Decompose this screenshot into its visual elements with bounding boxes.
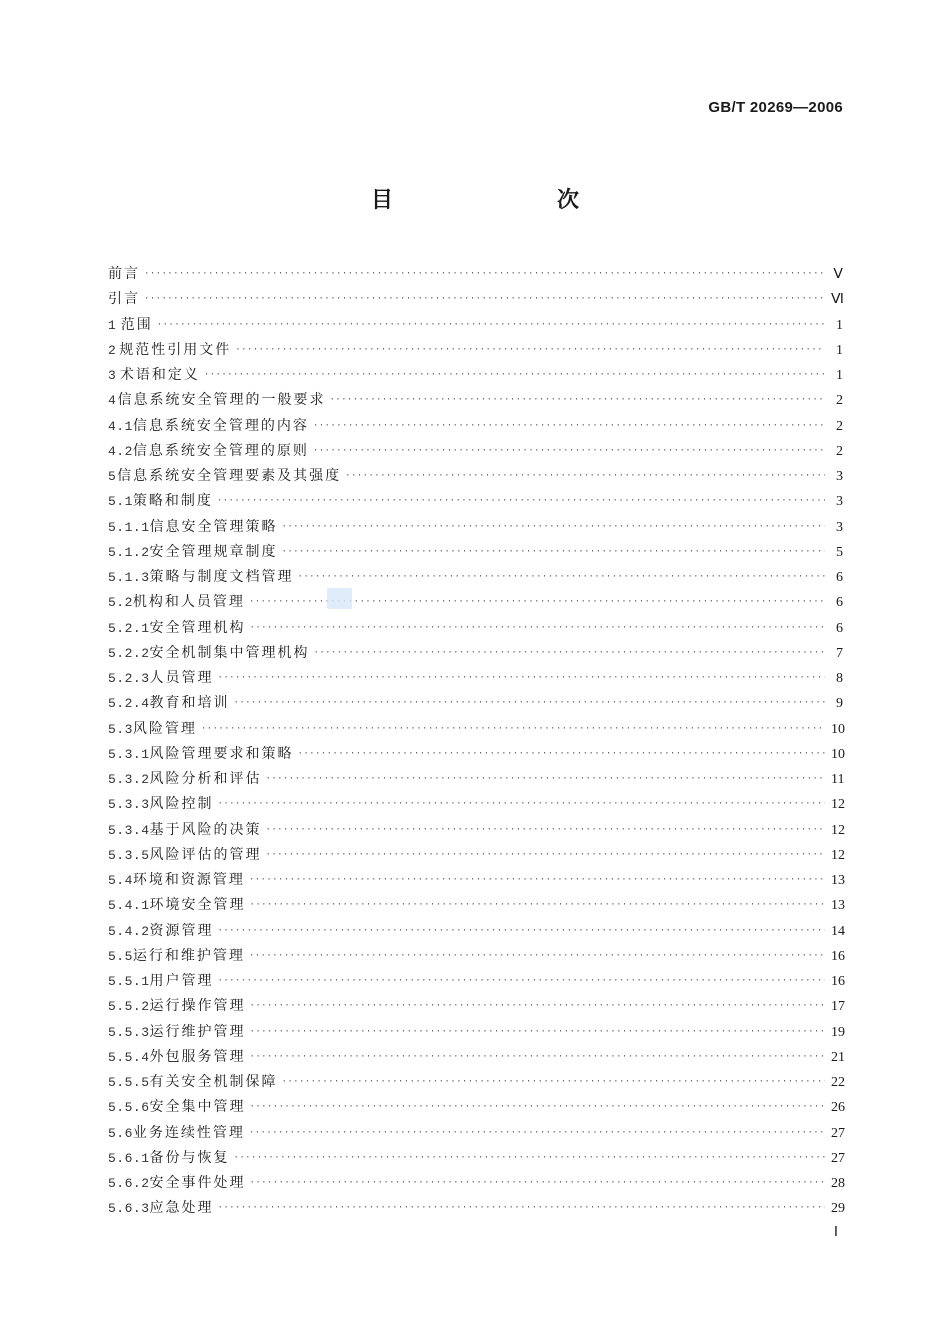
toc-entry-page: 1 [836,342,843,358]
toc-entry-number: 1 [108,317,117,333]
toc-entry-number: 2 [108,342,117,358]
toc-entry-page: 14 [831,923,845,939]
toc-dot-leader [249,944,825,969]
toc-entry-number: 5.3.5 [108,847,150,863]
toc-entry[interactable] [108,515,843,540]
toc-entry-label: 策略与制度文档管理 [149,569,294,586]
toc-entry[interactable] [108,893,843,918]
toc-entry-number: 5.1.1 [108,519,150,535]
toc-dot-leader [250,1045,825,1070]
toc-entry-page: 26 [831,1100,845,1116]
toc-entry-number: 3 [108,368,117,384]
toc-entry-number: 5.2.2 [108,645,150,661]
toc-dot-leader [266,843,825,868]
toc-entry[interactable] [108,439,843,464]
toc-entry-label: 安全集中管理 [149,1099,246,1116]
toc-entry[interactable] [108,1196,843,1221]
toc-entry[interactable] [108,489,843,514]
toc-entry[interactable] [108,1146,843,1171]
toc-dot-leader [282,1070,825,1095]
toc-dot-leader [218,1196,825,1221]
toc-entry-page: 6 [836,595,843,611]
toc-entry-page: 3 [836,494,843,510]
toc-entry[interactable] [108,767,843,792]
toc-entry[interactable] [108,1020,843,1045]
toc-dot-leader [266,767,825,792]
toc-entry-number: 5.4.1 [108,898,150,914]
toc-entry[interactable] [108,691,843,716]
toc-entry[interactable] [108,717,843,742]
toc-entry-number: 5.5.5 [108,1075,150,1091]
toc-entry-number: 5.5 [108,948,133,964]
toc-entry-number: 5.3.3 [108,797,150,813]
toc-entry-page: 10 [831,746,845,762]
toc-dot-leader [234,691,825,716]
toc-entry[interactable] [108,969,843,994]
toc-entry-number: 4 [108,393,117,409]
toc-entry-number: 5.1.2 [108,544,150,560]
toc-entry-label: 备份与恢复 [149,1149,230,1166]
toc-entry-label: 应急处理 [149,1200,214,1217]
toc-entry[interactable] [108,363,843,388]
toc-dot-leader [218,792,825,817]
toc-dot-leader [298,565,825,590]
toc-entry[interactable] [108,388,843,413]
toc-dot-leader [217,489,825,514]
toc-entry-page: 28 [831,1176,845,1192]
toc-dot-leader [313,414,825,439]
toc-entry-label: 资源管理 [149,922,214,939]
toc-entry-label: 安全事件处理 [149,1175,246,1192]
toc-entry-number: 5.5.4 [108,1049,150,1065]
toc-entry-number: 5.5.2 [108,999,150,1015]
toc-entry-label: 前言 [108,266,140,283]
toc-entry-label: 术语和定义 [119,367,200,384]
toc-dot-leader [282,540,825,565]
toc-entry[interactable] [108,843,843,868]
toc-entry[interactable] [108,944,843,969]
toc-entry-number: 5.6.3 [108,1201,150,1217]
toc-entry-label: 基于风险的决策 [149,821,262,838]
toc-entry[interactable] [108,1121,843,1146]
toc-entry-page: 12 [831,822,845,838]
toc-entry-number: 5.2.1 [108,620,150,636]
toc-entry-number: 5.6.2 [108,1176,150,1192]
toc-dot-leader [250,1020,825,1045]
toc-entry-label: 引言 [108,291,140,308]
toc-dot-leader [144,287,825,312]
toc-entry-number: 5.1.3 [108,570,150,586]
toc-entry-page: 29 [831,1201,845,1217]
toc-entry-number: 5.4.2 [108,923,150,939]
toc-entry-label: 信息系统安全管理的内容 [132,417,309,434]
toc-entry-number: 5.5.6 [108,1100,150,1116]
toc-entry-number: 5.6 [108,1125,133,1141]
toc-entry-number: 5.6.1 [108,1150,150,1166]
watermark-mark [327,588,352,609]
toc-entry[interactable] [108,313,843,338]
toc-entry[interactable] [108,818,843,843]
toc-entry-label: 风险评估的管理 [149,846,262,863]
toc-entry-label: 人员管理 [149,670,214,687]
table-of-contents [108,262,843,1222]
toc-entry-page: 2 [836,443,843,459]
toc-entry[interactable] [108,464,843,489]
toc-entry-label: 信息安全管理策略 [149,518,278,535]
toc-dot-leader [250,1095,825,1120]
toc-entry-page: 2 [836,418,843,434]
toc-entry-label: 运行维护管理 [149,1023,246,1040]
toc-entry-page: 5 [836,544,843,560]
toc-entry-number: 5.3 [108,721,133,737]
toc-entry-page: 17 [831,999,845,1015]
toc-dot-leader [249,868,825,893]
toc-entry-label: 业务连续性管理 [132,1124,245,1141]
toc-entry[interactable] [108,1171,843,1196]
toc-entry[interactable] [108,742,843,767]
toc-entry-page: 2 [836,393,843,409]
toc-entry[interactable] [108,540,843,565]
toc-dot-leader [144,262,825,287]
toc-entry-label: 风险分析和评估 [149,771,262,788]
toc-dot-leader [266,818,825,843]
toc-dot-leader [313,439,825,464]
toc-dot-leader [218,919,825,944]
toc-dot-leader [329,388,825,413]
toc-entry-label: 风险控制 [149,796,214,813]
toc-entry[interactable] [108,414,843,439]
toc-entry-label: 风险管理 [132,720,197,737]
toc-entry-number: 5.4 [108,873,133,889]
toc-entry[interactable] [108,590,843,615]
toc-entry-page: 3 [836,519,843,535]
toc-entry-label: 范围 [120,316,153,333]
toc-dot-leader [345,464,825,489]
toc-entry-page: 6 [836,570,843,586]
toc-entry[interactable] [108,641,843,666]
toc-entry[interactable] [108,868,843,893]
toc-entry-page: 12 [831,797,845,813]
toc-entry[interactable] [108,919,843,944]
toc-dot-leader [298,742,825,767]
toc-entry[interactable] [108,666,843,691]
toc-entry-page: 27 [831,1150,845,1166]
toc-entry-page: 16 [831,948,845,964]
toc-entry[interactable] [108,792,843,817]
toc-entry-number: 5.2.3 [108,671,150,687]
toc-dot-leader [250,1171,825,1196]
toc-entry-page: 13 [831,898,845,914]
toc-entry-label: 环境和资源管理 [132,872,245,889]
page-folio: Ⅰ [833,1225,838,1240]
toc-entry-label: 安全管理规章制度 [149,543,278,560]
toc-entry-page: 3 [836,469,843,485]
toc-entry-page: 1 [836,368,843,384]
toc-entry[interactable] [108,994,843,1019]
toc-entry[interactable] [108,338,843,363]
toc-entry-label: 教育和培训 [149,695,230,712]
toc-entry-label: 信息系统安全管理的一般要求 [117,392,326,409]
toc-entry-label: 有关安全机制保障 [149,1074,278,1091]
toc-entry-number: 5.5.3 [108,1024,150,1040]
toc-entry-number: 5.5.1 [108,974,150,990]
toc-entry-page: 8 [836,671,843,687]
toc-entry-number: 5 [108,469,117,485]
toc-entry[interactable] [108,1070,843,1095]
toc-entry-page: 21 [831,1049,845,1065]
toc-dot-leader [157,313,825,338]
toc-entry[interactable] [108,616,843,641]
toc-entry-label: 风险管理要求和策略 [149,745,294,762]
toc-dot-leader [249,1121,825,1146]
page-title: 目 次 [370,188,619,213]
toc-dot-leader [250,994,825,1019]
toc-entry-number: 4.1 [108,418,133,434]
toc-entry-label: 安全管理机构 [149,619,246,636]
toc-entry[interactable] [108,565,843,590]
toc-entry-page: 7 [836,645,843,661]
toc-entry-page: 11 [831,772,845,788]
toc-entry-label: 安全机制集中管理机构 [149,644,310,661]
toc-dot-leader [250,893,825,918]
toc-entry-label: 信息系统安全管理的原则 [132,442,309,459]
toc-dot-leader [282,515,825,540]
toc-dot-leader [250,616,825,641]
toc-entry-label: 外包服务管理 [149,1048,246,1065]
toc-dot-leader [201,717,825,742]
toc-entry-number: 5.3.1 [108,746,150,762]
toc-entry-page: 10 [831,721,845,737]
toc-entry[interactable] [108,262,843,287]
toc-entry-number: 5.1 [108,494,133,510]
toc-entry-page: 19 [831,1024,845,1040]
toc-entry-label: 信息系统安全管理要素及其强度 [117,468,342,485]
toc-entry-label: 机构和人员管理 [132,594,245,611]
toc-entry[interactable] [108,1045,843,1070]
toc-dot-leader [314,641,825,666]
toc-entry-page: Ⅵ [831,292,844,308]
toc-entry-number: 5.3.4 [108,822,150,838]
toc-entry-label: 运行和维护管理 [132,947,245,964]
toc-entry-label: 策略和制度 [132,493,213,510]
toc-entry-label: 用户管理 [149,973,214,990]
toc-entry-page: 12 [831,847,845,863]
toc-entry-number: 5.3.2 [108,772,150,788]
toc-dot-leader [234,1146,825,1171]
toc-entry-page: 6 [836,620,843,636]
toc-dot-leader [204,363,825,388]
toc-entry-page: 27 [831,1125,845,1141]
toc-entry-page: 1 [836,317,843,333]
toc-entry-number: 5.2.4 [108,696,150,712]
toc-entry-label: 规范性引用文件 [119,341,232,358]
toc-entry-number: 4.2 [108,443,133,459]
toc-dot-leader [218,969,825,994]
toc-entry-page: 22 [831,1075,845,1091]
toc-entry-number: 5.2 [108,595,133,611]
toc-entry-page: Ⅴ [833,267,843,283]
toc-entry[interactable] [108,287,843,312]
toc-entry-page: 13 [831,873,845,889]
toc-dot-leader [235,338,825,363]
toc-entry-label: 运行操作管理 [149,998,246,1015]
toc-entry-page: 16 [831,974,845,990]
toc-dot-leader [218,666,825,691]
toc-entry-page: 9 [836,696,843,712]
standard-code: GB/T 20269—2006 [708,99,843,116]
toc-entry[interactable] [108,1095,843,1120]
toc-entry-label: 环境安全管理 [149,897,246,914]
